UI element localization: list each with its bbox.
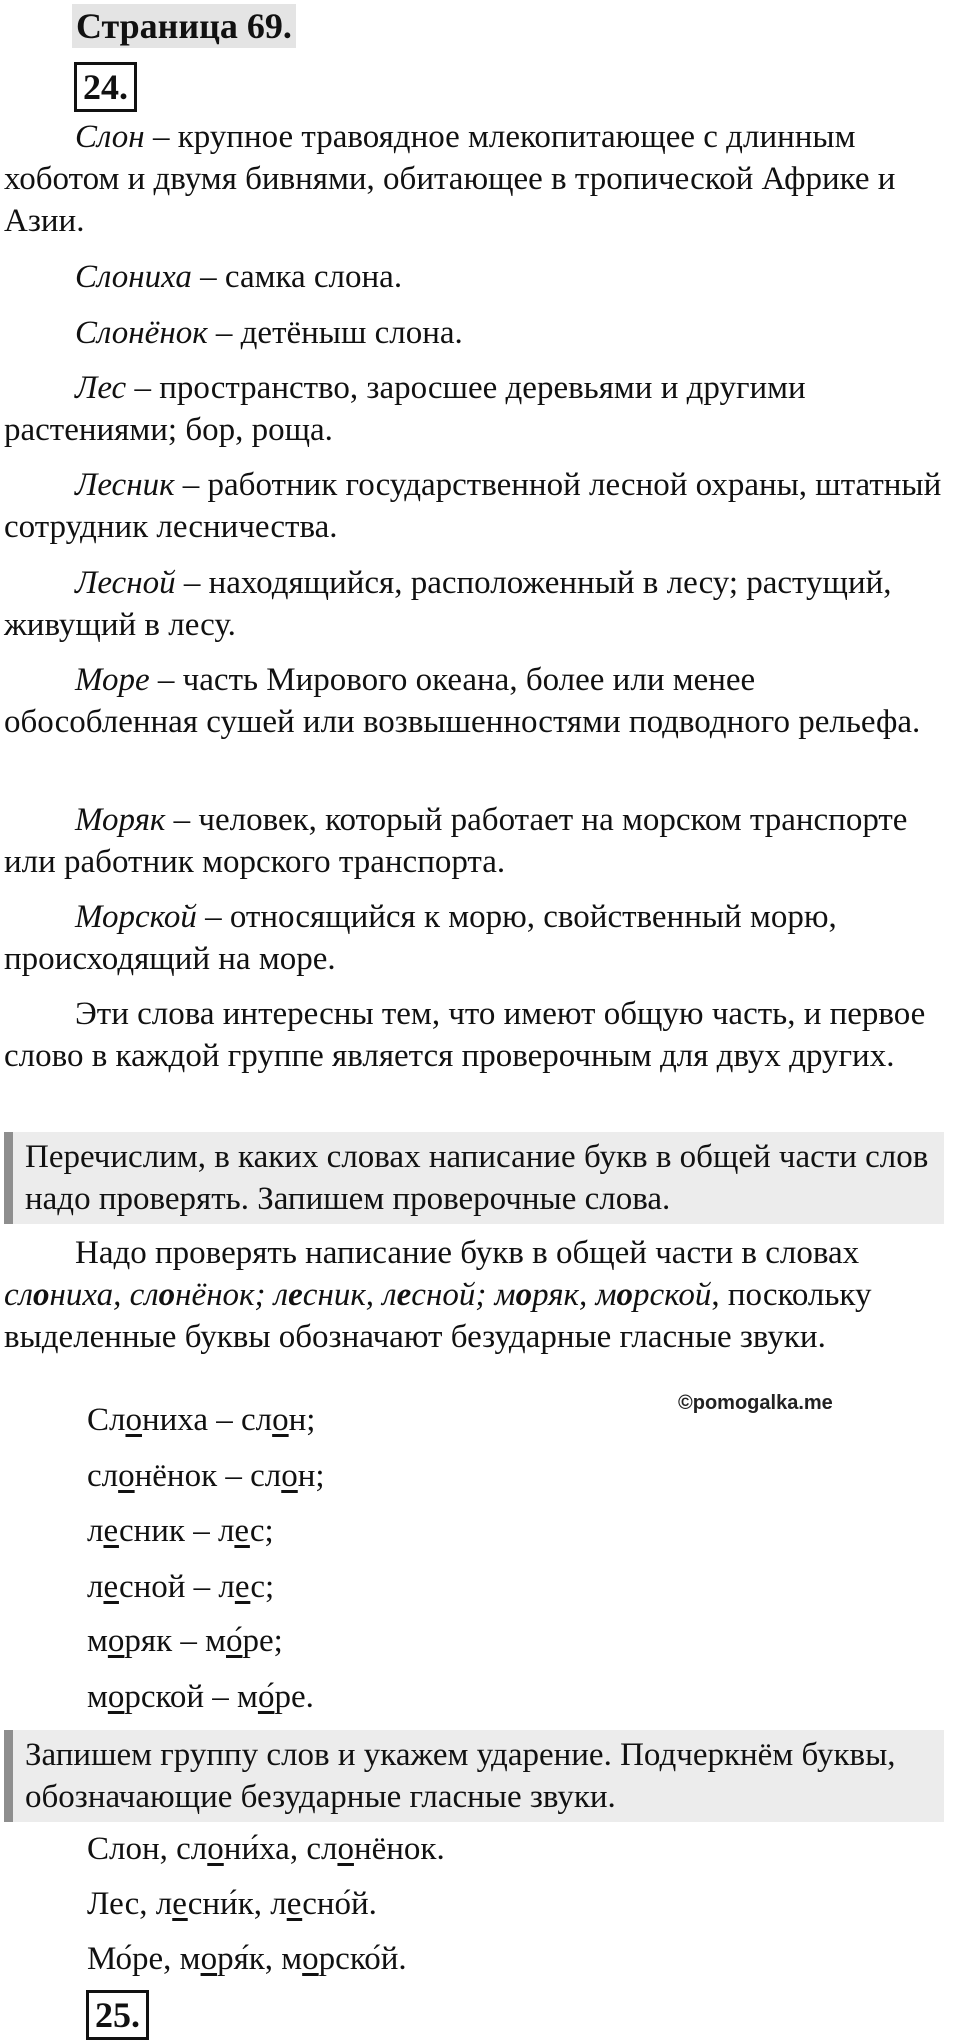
- instruction-note-1: Перечислим, в каких словах написание букв в общей части слов надо проверять. Запишем проверочные слова.: [4, 1132, 944, 1224]
- definition-lesnoy: Лесной – находящийся, расположенный в лесу; растущий, живущий в лесу.: [4, 565, 892, 643]
- check-paragraph: Надо проверять написание букв в общей части в словах слониха, слонёнок; лесник, лесной; моряк, морской, поскольку выделенные буквы обозначают безударные гласные звуки.: [4, 1235, 872, 1355]
- word-group-more: Мо ´ре, моря ´к, морско ´й.: [87, 1938, 407, 1980]
- pair-line: морской – мо ´ре.: [87, 1676, 314, 1718]
- definition-more: Море – часть Мирового океана, более или менее обособленная сушей или возвышенностями подводного рельефа.: [4, 662, 921, 740]
- task-number-24: 24.: [74, 62, 137, 112]
- pair-line: Слониха – слон;: [87, 1402, 316, 1438]
- definition-morskoy: Морской – относящийся к морю, свойственный морю, происходящий на море.: [4, 899, 837, 977]
- word-group-slon: Слон, слони ´ха, слонёнок.: [87, 1828, 445, 1870]
- definition-les: Лес – пространство, заросшее деревьями и другими растениями; бор, роща.: [4, 370, 806, 448]
- instruction-note-2: Запишем группу слов и укажем ударение. Подчеркнём буквы, обозначающие безударные гласные звуки.: [4, 1730, 944, 1822]
- watermark: ©pomogalka.me: [678, 1392, 833, 1414]
- definition-lesnik: Лесник – работник государственной лесной охраны, штатный сотрудник лесничества.: [4, 467, 942, 545]
- definition-slonikha: Слониха – самка слона.: [75, 259, 403, 295]
- task-number-25: 25.: [86, 1990, 149, 2040]
- page-title: Страница 69.: [72, 4, 296, 48]
- definition-slon: Слон – крупное травоядное млекопитающее с длинным хоботом и двумя бивнями, обитающее в тропической Африке и Азии.: [4, 119, 896, 239]
- definition-moryak: Моряк – человек, который работает на морском транспорте или работник морского транспорта.: [4, 802, 908, 880]
- definition-slonyonok: Слонёнок – детёныш слона.: [75, 315, 463, 351]
- word-group-les: Лес, лесни ´к, лесно ´й.: [87, 1883, 377, 1925]
- pair-line: слонёнок – слон;: [87, 1458, 325, 1494]
- summary-paragraph: Эти слова интересны тем, что имеют общую часть, и первое слово в каждой группе является проверочным для двух других.: [4, 996, 926, 1074]
- pair-line: лесной – лес;: [87, 1569, 275, 1605]
- pair-line: лесник – лес;: [87, 1513, 274, 1549]
- pair-line: моряк – мо ´ре;: [87, 1620, 283, 1662]
